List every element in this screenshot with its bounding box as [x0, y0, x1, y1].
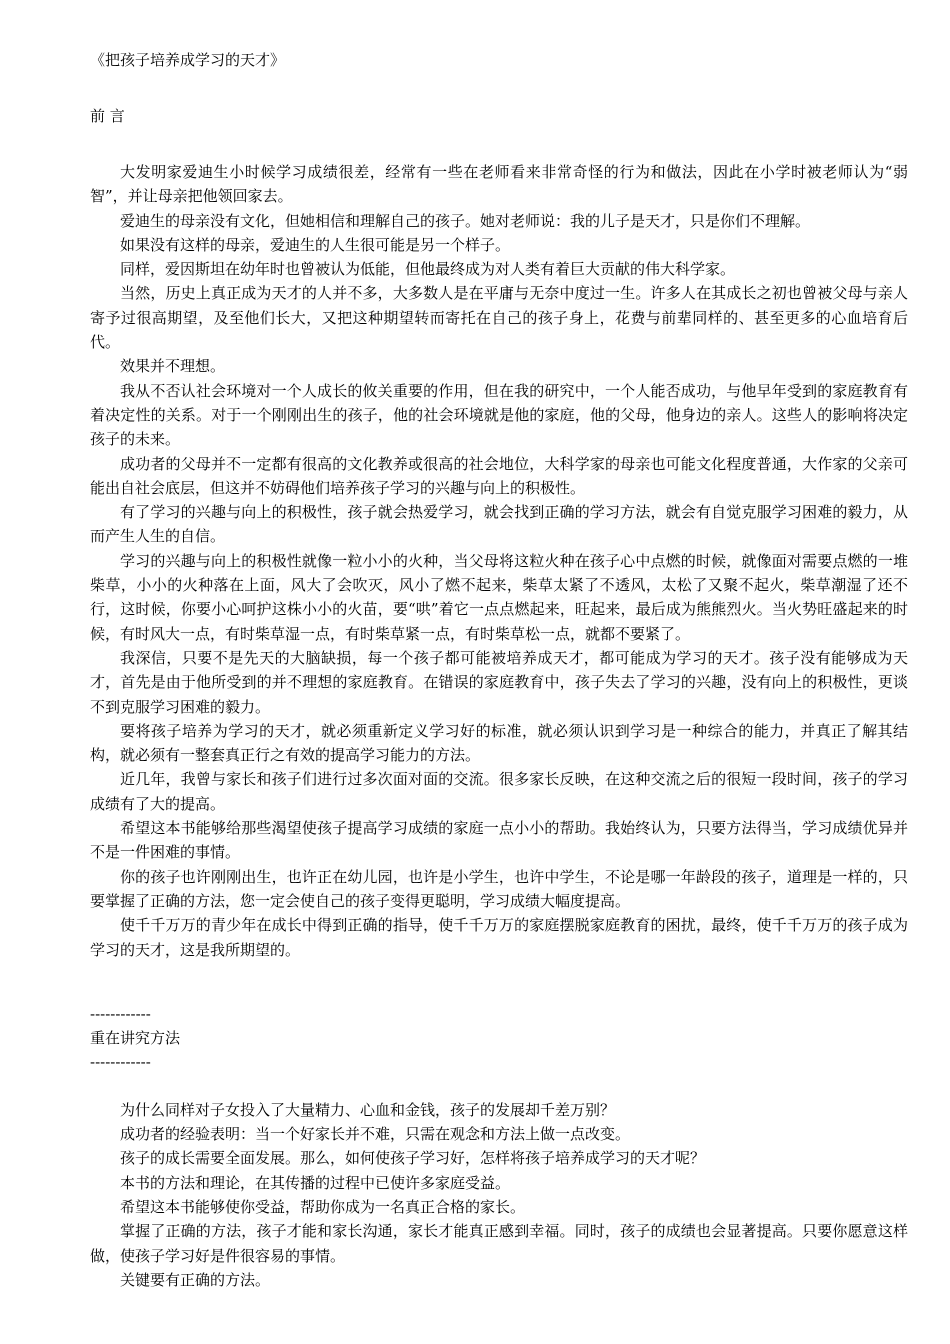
section-body [90, 1098, 908, 1292]
document-title: 《把孩子培养成学习的天才》 [90, 51, 286, 69]
document-page [90, 48, 908, 1292]
preface-paragraph: 爱迪生的母亲没有文化，但她相信和理解自己的孩子。她对老师说：我的儿子是天才，只是你们不理解。 [120, 211, 811, 230]
preface-body [90, 160, 908, 962]
section-paragraph: 希望这本书能够使你受益，帮助你成为一名真正合格的家长。 [120, 1197, 526, 1216]
preface-paragraph: 成功者的父母并不一定都有很高的文化教养或很高的社会地位，大科学家的母亲也可能文化程度普通，大作家的父亲可能出自社会底层，但这并不妨碍他们培养孩子学习的兴趣与向上的积极性。 [90, 454, 908, 497]
preface-paragraph: 当然，历史上真正成为天才的人并不多，大多数人是在平庸与无奈中度过一生。许多人在其成长之初也曾被父母与亲人寄予过很高期望，及至他们长大，又把这种期望转而寄托在自己的孩子身上，花费与前辈同样的、甚至更多的心血培育后代。 [90, 284, 908, 352]
preface-heading: 前 言 [90, 107, 125, 125]
preface-paragraph: 我从不否认社会环境对一个人成长的攸关重要的作用，但在我的研究中，一个人能否成功，与他早年受到的家庭教育有着决定性的关系。对于一个刚刚出生的孩子，他的社会环境就是他的家庭，他的父母，他身边的亲人。这些人的影响将决定孩子的未来。 [90, 381, 908, 449]
spacer [90, 962, 908, 1002]
preface-paragraph: 效果并不理想。 [120, 357, 226, 376]
preface-paragraph: 学习的兴趣与向上的积极性就像一粒小小的火种，当父母将这粒火种在孩子心中点燃的时候，就像面对需要点燃的一堆柴草，小小的火种落在上面，风大了会吹灭，风小了燃不起来，柴草太紧了不透风，太松了又聚不起火，柴草潮湿了还不行，这时候，你要小心呵护这株小小的火苗，要“哄”着它一点点燃起来，旺起来，最后成为熊熊烈火。当火势旺盛起来的时候，有时风大一点，有时柴草湿一点，有时柴草紧一点，有时柴草松一点，就都不要紧了。 [90, 551, 908, 643]
preface-paragraph: 近几年，我曾与家长和孩子们进行过多次面对面的交流。很多家长反映，在这种交流之后的很短一段时间，孩子的学习成绩有了大的提高。 [90, 770, 908, 813]
preface-paragraph: 大发明家爱迪生小时候学习成绩很差，经常有一些在老师看来非常奇怪的行为和做法，因此在小学时被老师认为“弱智”，并让母亲把他领回家去。 [90, 163, 908, 206]
preface-paragraph: 我深信，只要不是先天的大脑缺损，每一个孩子都可能被培养成天才，都可能成为学习的天才。孩子没有能够成为天才，首先是由于他所受到的并不理想的家庭教育。在错误的家庭教育中，孩子失去了学习的兴趣，没有向上的积极性，更谈不到克服学习困难的毅力。 [90, 648, 908, 716]
preface-paragraph: 使千千万万的青少年在成长中得到正确的指导，使千千万万的家庭摆脱家庭教育的困扰，最终，使千千万万的孩子成为学习的天才，这是我所期望的。 [90, 916, 908, 959]
preface-paragraph: 希望这本书能够给那些渴望使孩子提高学习成绩的家庭一点小小的帮助。我始终认为，只要方法得当，学习成绩优异并不是一件困难的事情。 [90, 819, 908, 862]
section-paragraph: 为什么同样对子女投入了大量精力、心血和金钱，孩子的发展却千差万别？ [120, 1100, 616, 1119]
preface-paragraph: 有了学习的兴趣与向上的积极性，孩子就会热爱学习，就会找到正确的学习方法，就会有自觉克服学习困难的毅力，从而产生人生的自信。 [90, 503, 908, 546]
spacer [90, 1074, 908, 1098]
section-paragraph: 成功者的经验表明：当一个好家长并不难，只需在观念和方法上做一点改变。 [120, 1125, 631, 1144]
section-heading: 重在讲究方法 [90, 1028, 181, 1047]
spacer [90, 72, 908, 104]
section-paragraph: 本书的方法和理论，在其传播的过程中已使许多家庭受益。 [120, 1173, 511, 1192]
divider-line: ------------ [90, 1052, 151, 1071]
divider-line: ------------ [90, 1004, 151, 1023]
preface-paragraph: 你的孩子也许刚刚出生，也许正在幼儿园，也许是小学生，也许中学生，不论是哪一年龄段的孩子，道理是一样的，只要掌握了正确的方法，您一定会使自己的孩子变得更聪明，学习成绩大幅度提高。 [90, 867, 908, 910]
preface-paragraph: 如果没有这样的母亲，爱迪生的人生很可能是另一个样子。 [120, 235, 511, 254]
section-paragraph: 掌握了正确的方法，孩子才能和家长沟通，家长才能真正感到幸福。同时，孩子的成绩也会显著提高。只要你愿意这样做，使孩子学习好是件很容易的事情。 [90, 1222, 908, 1265]
preface-paragraph: 要将孩子培养为学习的天才，就必须重新定义学习好的标准，就必须认识到学习是一种综合的能力，并真正了解其结构，就必须有一整套真正行之有效的提高学习能力的方法。 [90, 721, 908, 765]
preface-paragraph: 同样，爱因斯坦在幼年时也曾被认为低能，但他最终成为对人类有着巨大贡献的伟大科学家。 [120, 260, 736, 279]
section-paragraph: 孩子的成长需要全面发展。那么，如何使孩子学习好，怎样将孩子培养成学习的天才呢？ [120, 1149, 706, 1168]
section-paragraph: 关键要有正确的方法。 [120, 1270, 271, 1289]
spacer [90, 128, 908, 160]
